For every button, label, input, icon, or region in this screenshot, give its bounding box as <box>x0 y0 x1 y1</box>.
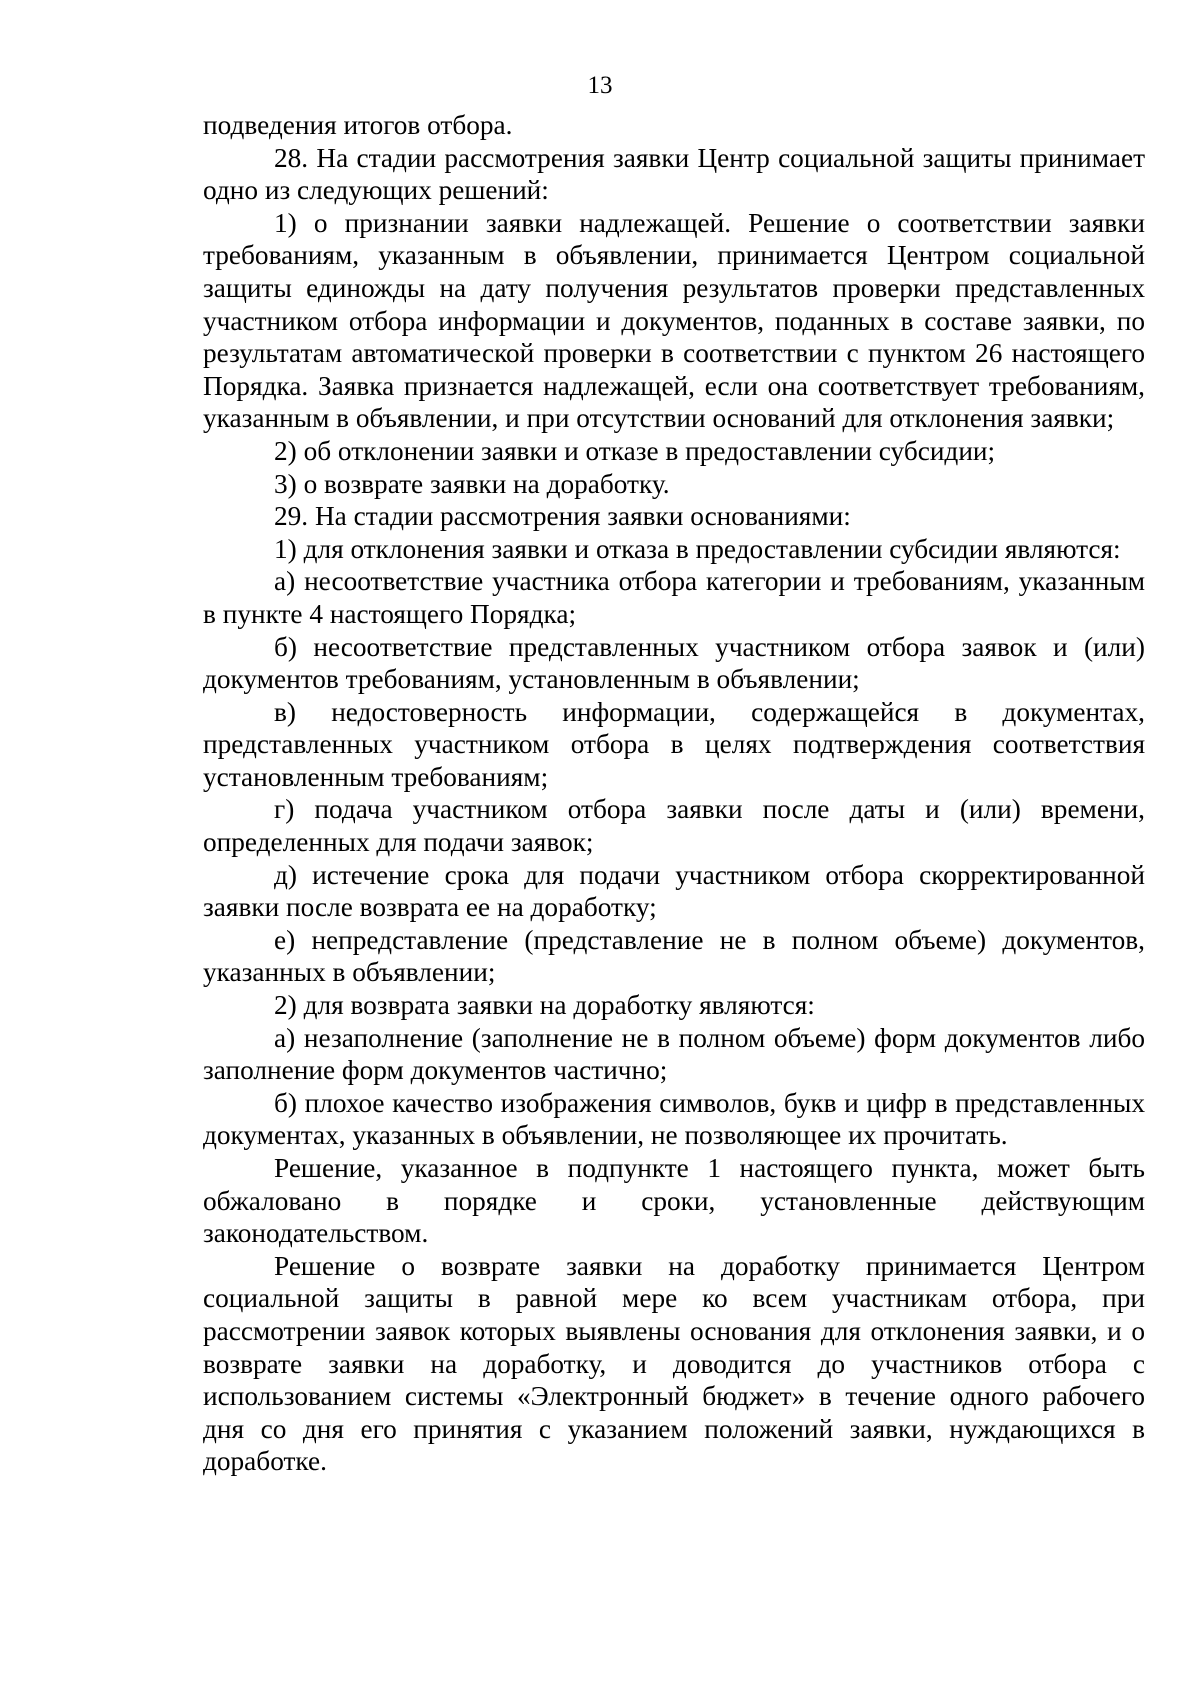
paragraph: б) плохое качество изображения символов, букв и цифр в представленных документах, указанных в объявлении, не позволяющее их прочитать. <box>203 1087 1145 1151</box>
paragraph: д) истечение срока для подачи участником отбора скорректированной заявки после возврата ее на доработку; <box>203 859 1145 923</box>
paragraph: Решение, указанное в подпункте 1 настоящего пункта, может быть обжаловано в порядке и сроки, установленные действующим законодательством. <box>203 1153 1145 1249</box>
paragraph: е) непредставление (представление не в полном объеме) документов, указанных в объявлении; <box>203 924 1145 988</box>
paragraph: 3) о возврате заявки на доработку. <box>274 468 670 499</box>
document-body <box>203 109 1145 1478</box>
paragraph: а) незаполнение (заполнение не в полном объеме) форм документов либо заполнение форм документов частично; <box>203 1022 1145 1086</box>
paragraph: 2) об отклонении заявки и отказе в предоставлении субсидии; <box>274 435 996 466</box>
paragraph: 1) о признании заявки надлежащей. Решение о соответствии заявки требованиям, указанным в объявлении, принимается Центром социальной защиты единожды на дату получения результатов проверки представленных участником отбора информации и документов, поданных в составе заявки, по результатам автоматической проверки в соответствии с пунктом 26 настоящего Порядка. Заявка признается надлежащей, если она соответствует требованиям, указанным в объявлении, и при отсутствии оснований для отклонения заявки; <box>203 207 1145 434</box>
paragraph: 1) для отклонения заявки и отказа в предоставлении субсидии являются: <box>274 533 1121 564</box>
paragraph: г) подача участником отбора заявки после даты и (или) времени, определенных для подачи заявок; <box>203 794 1145 858</box>
paragraph: Решение о возврате заявки на доработку принимается Центром социальной защиты в равной мере ко всем участникам отбора, при рассмотрении заявок которых выявлены основания для отклонения заявки, и о возврате заявки на доработку, и доводится до участников отбора с использованием системы «Электронный бюджет» в течение одного рабочего дня со дня его принятия с указанием положений заявки, нуждающихся в доработке. <box>203 1250 1145 1477</box>
paragraph: б) несоответствие представленных участником отбора заявок и (или) документов требованиям, установленным в объявлении; <box>203 631 1145 695</box>
page-number: 13 <box>587 72 613 99</box>
paragraph: 28. На стадии рассмотрения заявки Центр социальной защиты принимает одно из следующих решений: <box>203 142 1145 206</box>
paragraph: 2) для возврата заявки на доработку являются: <box>274 990 815 1021</box>
paragraph: 29. На стадии рассмотрения заявки основаниями: <box>274 501 851 532</box>
paragraph: а) несоответствие участника отбора категории и требованиям, указанным в пункте 4 настоящего Порядка; <box>203 566 1145 629</box>
paragraph: в) недостоверность информации, содержащейся в документах, представленных участником отбора в целях подтверждения соответствия установленным требованиям; <box>203 696 1145 792</box>
paragraph: подведения итогов отбора. <box>203 110 513 140</box>
